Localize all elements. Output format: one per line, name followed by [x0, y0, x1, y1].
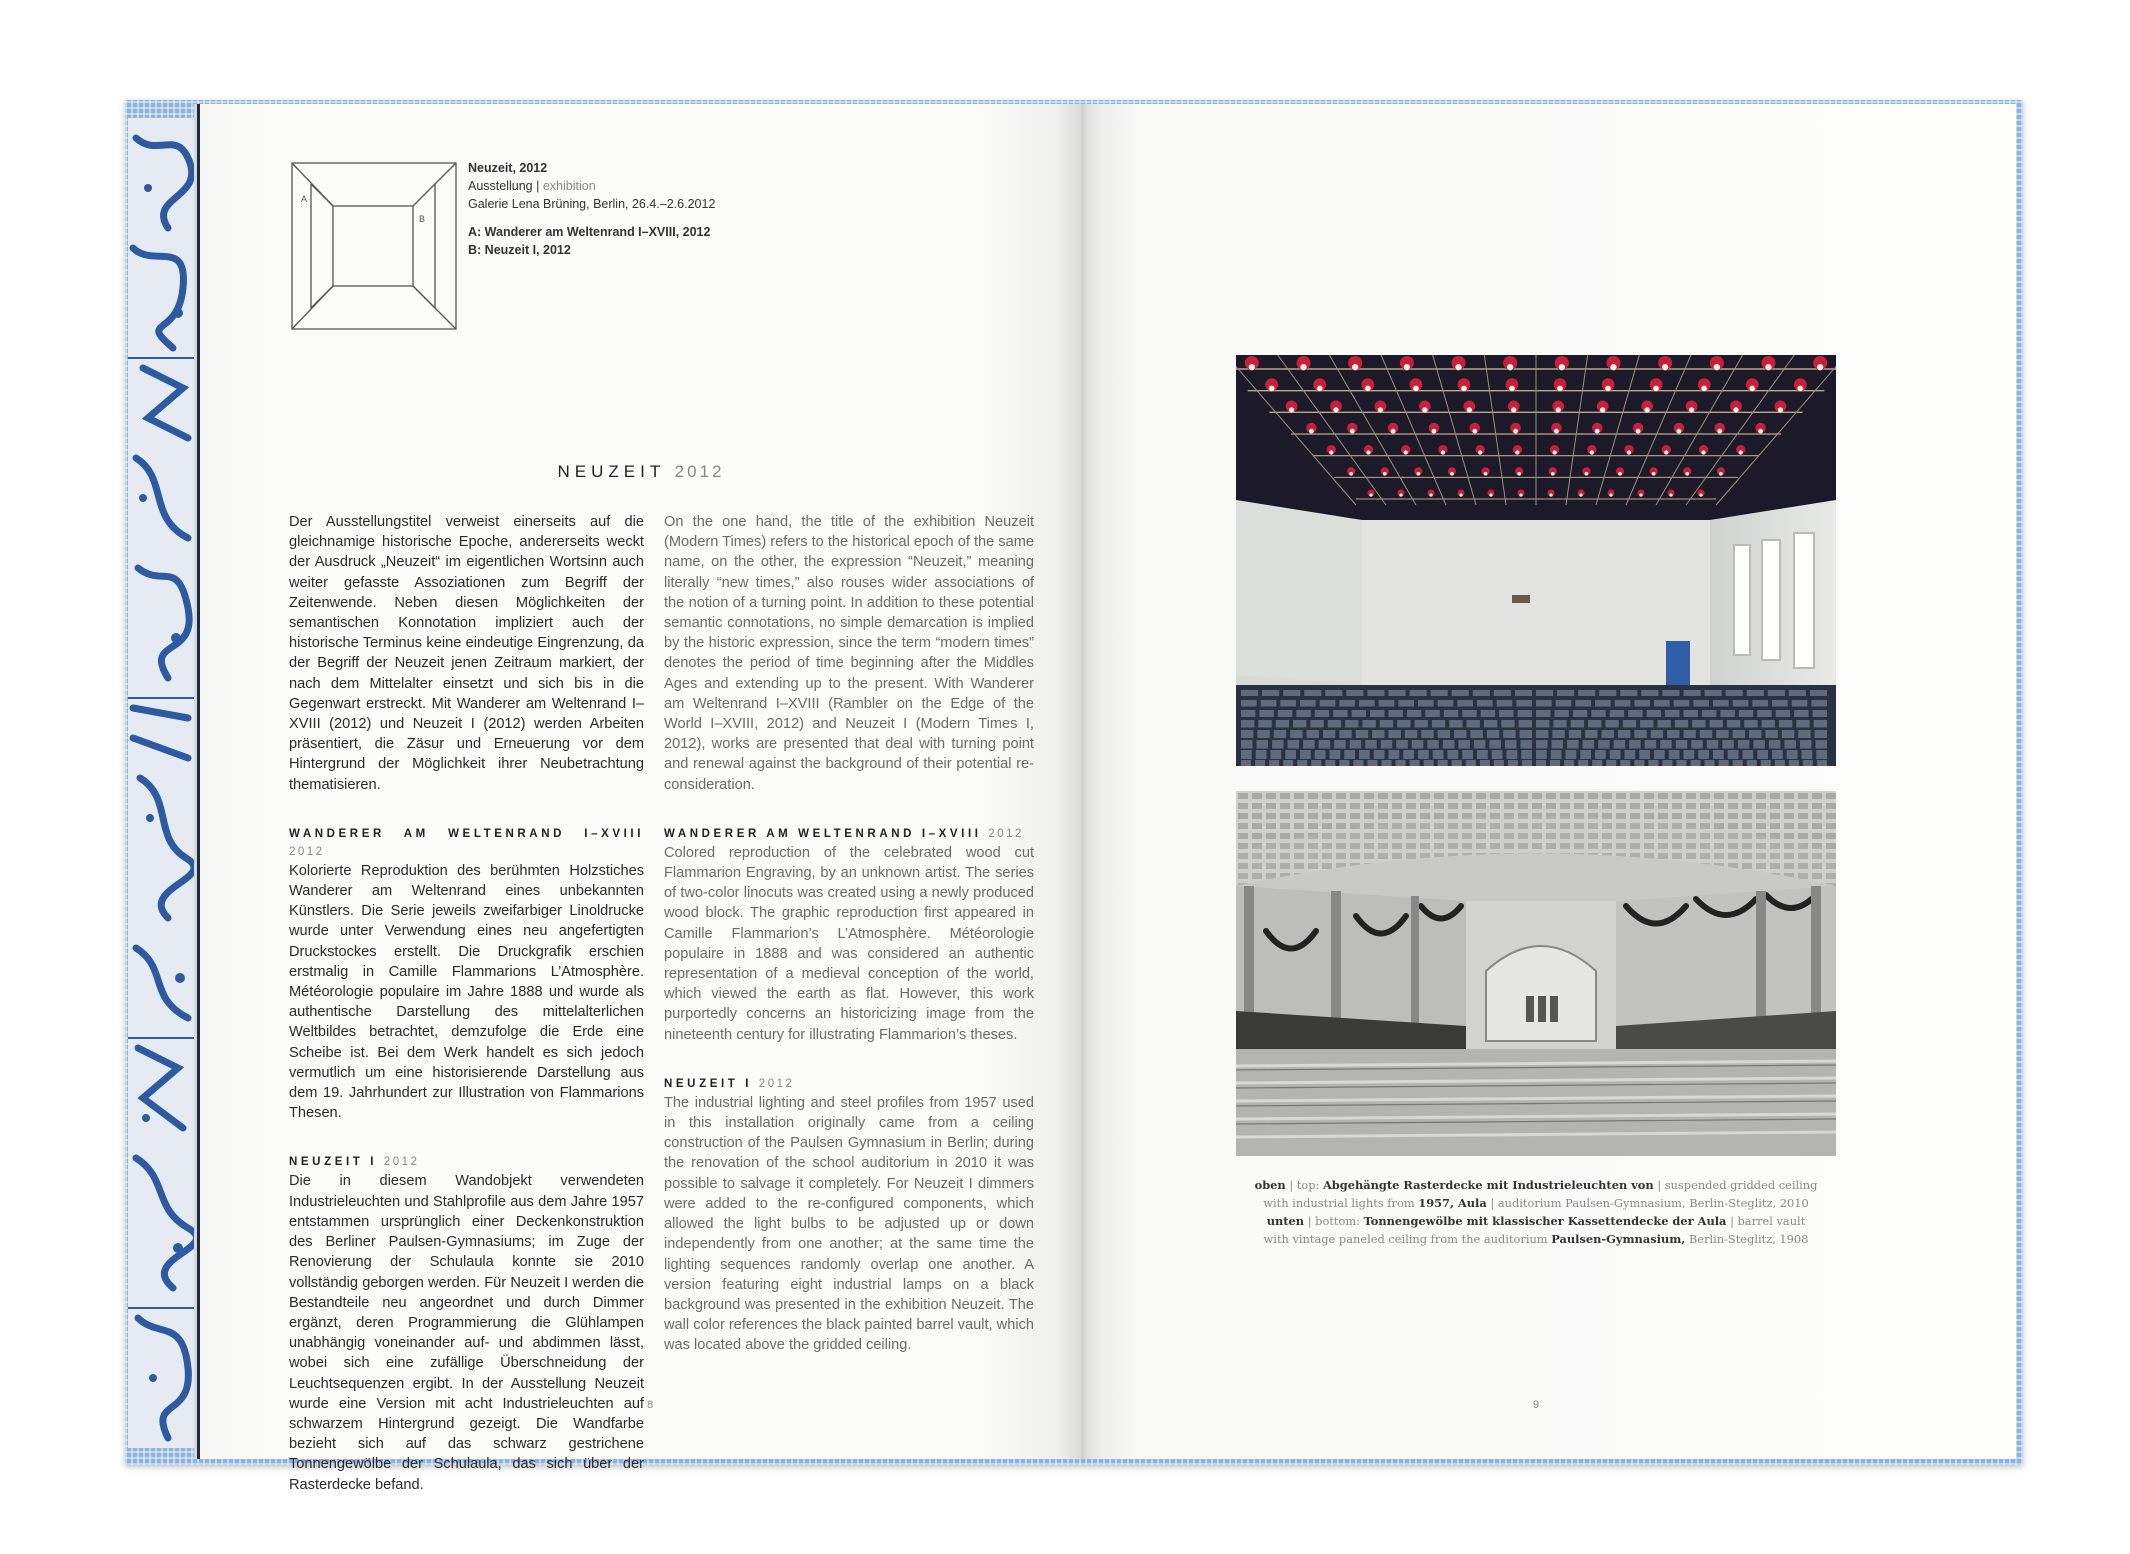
english-heading-wanderer [664, 825, 1034, 843]
german-column [289, 512, 644, 1495]
caption-top-de-label: oben [1254, 1178, 1286, 1192]
german-intro: Der Ausstellungstitel verweist einerseits auf die gleichnamige historische Epoche, andererseits weckt der Ausdruck „Neuzeit“ im eigentlichen Wortsinn auch weiter gefasste Assoziationen zum Begriff der Zeitenwende. Neben diesen Möglichkeiten der semantischen Konnotation impliziert auch der historische Terminus keine eindeutige Eingrenzung, da der Begriff der Neuzeit jenen Zeitraum markiert, der nach dem Mittelalter einsetzt und sich bis in die Gegenwart erstreckt. Mit Wanderer am Weltenrand I–XVIII (2012) und Neuzeit I (2012) werden Arbeiten präsentiert, die Zäsur und Erneuerung vor dem Hintergrund der Möglichkeit ihrer Neubetrachtung thematisieren. [289, 514, 644, 793]
caption-bottom-de: Tonnengewölbe mit klassischer Kassettendecke der Aula [1363, 1214, 1727, 1228]
section-title-year: 2012 [674, 462, 725, 481]
diagram-label-b: B [419, 214, 426, 224]
german-heading-neuzeit-text: NEUZEIT I [289, 1156, 377, 1169]
diagram-label-a: A [301, 194, 308, 204]
german-wanderer: Kolorierte Reproduktion des berühmten Holzstiches Wanderer am Weltenrand eines unbekannten Künstlers. Die Serie jeweils zweifarbiger Linoldrucke wurde unter Verwendung eines neu angefertigten Druckstockes erstellt. Die Druckgrafik erschien erstmalig in Camille Flammarions L’Atmosphère. Météorologie populaire im Jahre 1888 und wurde als authentische Darstellung des mittelalterlichen Weltbildes betrachtet, demzufolge die Erde eine Scheibe ist. Bei dem Werk handelt es sich jedoch vermutlich um eine historisierende Darstellung aus dem 19. Jahrhundert zur Illustration von Flammarions Thesen. [289, 862, 644, 1122]
photo-barrel-vault [1236, 791, 1836, 1156]
caption-bottom-en-a: | barrel vault [1730, 1214, 1806, 1228]
caption-line-1 [1200, 1176, 1872, 1194]
photo-caption [1200, 1176, 1872, 1248]
caption-bottom-de-label: unten [1266, 1214, 1305, 1228]
caption-line-2 [1200, 1194, 1872, 1212]
german-heading-wanderer [289, 825, 644, 861]
caption-top-en-b: with industrial lights from [1263, 1196, 1415, 1210]
caption-line-4 [1200, 1230, 1872, 1248]
english-heading-neuzeit [664, 1075, 1034, 1093]
exhibition-type [468, 177, 715, 195]
caption-top-year: 1957, Aula [1418, 1196, 1487, 1210]
english-heading-wanderer-text: WANDERER AM WELTENRAND I–XVIII [664, 827, 982, 840]
english-wanderer: Colored reproduction of the celebrated wood cut Flammarion Engraving, by an unknown artist. The series of two-color linocuts was created using a newly produced wood block. The graphic reproduction first appeared in Camille Flammarion’s L’Atmosphère. Météorologie populaire in 1888 and was considered an authentic representation of a medieval conception of the world, which viewed the earth as flat. However, this work purportedly concerns an historicizing image from the nineteenth century for illustrating Flammarion’s theses. [664, 844, 1034, 1043]
page-number-right: 9 [1533, 1399, 1540, 1411]
exhibition-type-en: exhibition [542, 179, 596, 193]
german-heading-wanderer-year: 2012 [289, 845, 325, 858]
caption-bottom-place: Paulsen-Gymnasium, [1551, 1232, 1686, 1246]
exhibition-item-b: B: Neuzeit I, 2012 [468, 243, 571, 257]
cover-pattern-strip [128, 118, 198, 1448]
caption-bottom-en-b: with vintage paneled ceiling from the auditorium [1263, 1232, 1548, 1246]
exhibition-type-de: Ausstellung | [468, 179, 540, 193]
section-title-text: NEUZEIT [557, 462, 665, 481]
right-page [1082, 104, 2016, 1459]
page-number-left: 8 [647, 1399, 654, 1411]
caption-line-3 [1200, 1212, 1872, 1230]
caption-bottom-en-label: | bottom: [1307, 1214, 1360, 1228]
exhibition-floorplan-diagram [291, 162, 457, 330]
exhibition-item-a: A: Wanderer am Weltenrand I–XVIII, 2012 [468, 225, 711, 239]
exhibition-info [468, 159, 715, 259]
caption-top-en-a: | suspended gridded ceiling [1657, 1178, 1818, 1192]
exhibition-title: Neuzeit, 2012 [468, 161, 548, 175]
english-column [664, 512, 1034, 1356]
english-heading-neuzeit-text: NEUZEIT I [664, 1077, 752, 1090]
section-title [200, 462, 1082, 482]
german-heading-neuzeit-year: 2012 [383, 1156, 420, 1169]
english-intro: On the one hand, the title of the exhibition Neuzeit (Modern Times) refers to the historical epoch of the same name, on the other, the expression “Neuzeit,” meaning literally “new times,” also rouses wider associations of the notion of a turning point. In addition to these potential semantic connotations, no simple demarcation is implied by the historic expression, since the term “modern times” denotes the period of time beginning after the Middles Ages and extending up to the present. With Wanderer am Weltenrand I–XVIII (Rambler on the Edge of the World I–XVIII, 2012) and Neuzeit I (Modern Times I, 2012), works are presented that deal with turning point and renewal against the background of their potential re-consideration. [664, 514, 1034, 793]
english-heading-neuzeit-year: 2012 [758, 1077, 795, 1090]
english-neuzeit: The industrial lighting and steel profiles from 1957 used in this installation originally came from a ceiling construction of the Paulsen Gymnasium in Berlin; during the renovation of the school auditorium in 2010 it was possible to salvage it completely. For Neuzeit I dimmers were added to the re-configured components, which allowed the light bulbs to be adjusted up or down independently from one another; at the same time the lighting sequences randomly overlap one another. A version featuring eight industrial lamps on a black background was presented in the exhibition Neuzeit. The wall color references the black painted barrel vault, which was located above the gridded ceiling. [664, 1094, 1034, 1354]
german-heading-neuzeit [289, 1153, 644, 1171]
photo-gridded-ceiling [1236, 355, 1836, 766]
german-heading-wanderer-text: WANDERER AM WELTENRAND I–XVIII [289, 827, 644, 840]
caption-top-place: | auditorium Paulsen-Gymnasium, [1490, 1196, 1686, 1210]
english-heading-wanderer-year: 2012 [988, 827, 1024, 840]
caption-top-en-label: | top: [1289, 1178, 1320, 1192]
caption-top-de: Abgehängte Rasterdecke mit Industrieleuchten von [1322, 1178, 1654, 1192]
exhibition-venue: Galerie Lena Brüning, Berlin, 26.4.–2.6.2012 [468, 197, 716, 211]
caption-bottom-place-tail: Berlin-Steglitz, 1908 [1688, 1232, 1809, 1246]
german-neuzeit: Die in diesem Wandobjekt verwendeten Industrieleuchten und Stahlprofile aus dem Jahre 1957 entstammen ursprünglich einer Deckenkonstruktion des Berliner Paulsen-Gymnasiums; im Zuge der Renovierung der Schulaula konnte sie 2010 vollständig geborgen werden. Für Neuzeit I werden die Bestandteile neu angeordnet und durch Dimmer ergänzt, deren Programmierung die Glühlampen unabhängig voneinander auf- und abdimmen lässt, wobei sich eine zufällige Überschneidung der Leuchtsequenzen ergibt. In der Ausstellung Neuzeit wurde eine Version mit acht Industrieleuchten auf schwarzem Hintergrund gezeigt. Die Wandfarbe bezieht sich auf das schwarz gestrichene Tonnengewölbe der Schulaula, das sich über der Rasterdecke befand. [289, 1173, 644, 1493]
gutter-shadow [1060, 104, 1104, 1459]
caption-top-place-tail: Berlin-Steglitz, 2010 [1689, 1196, 1809, 1210]
